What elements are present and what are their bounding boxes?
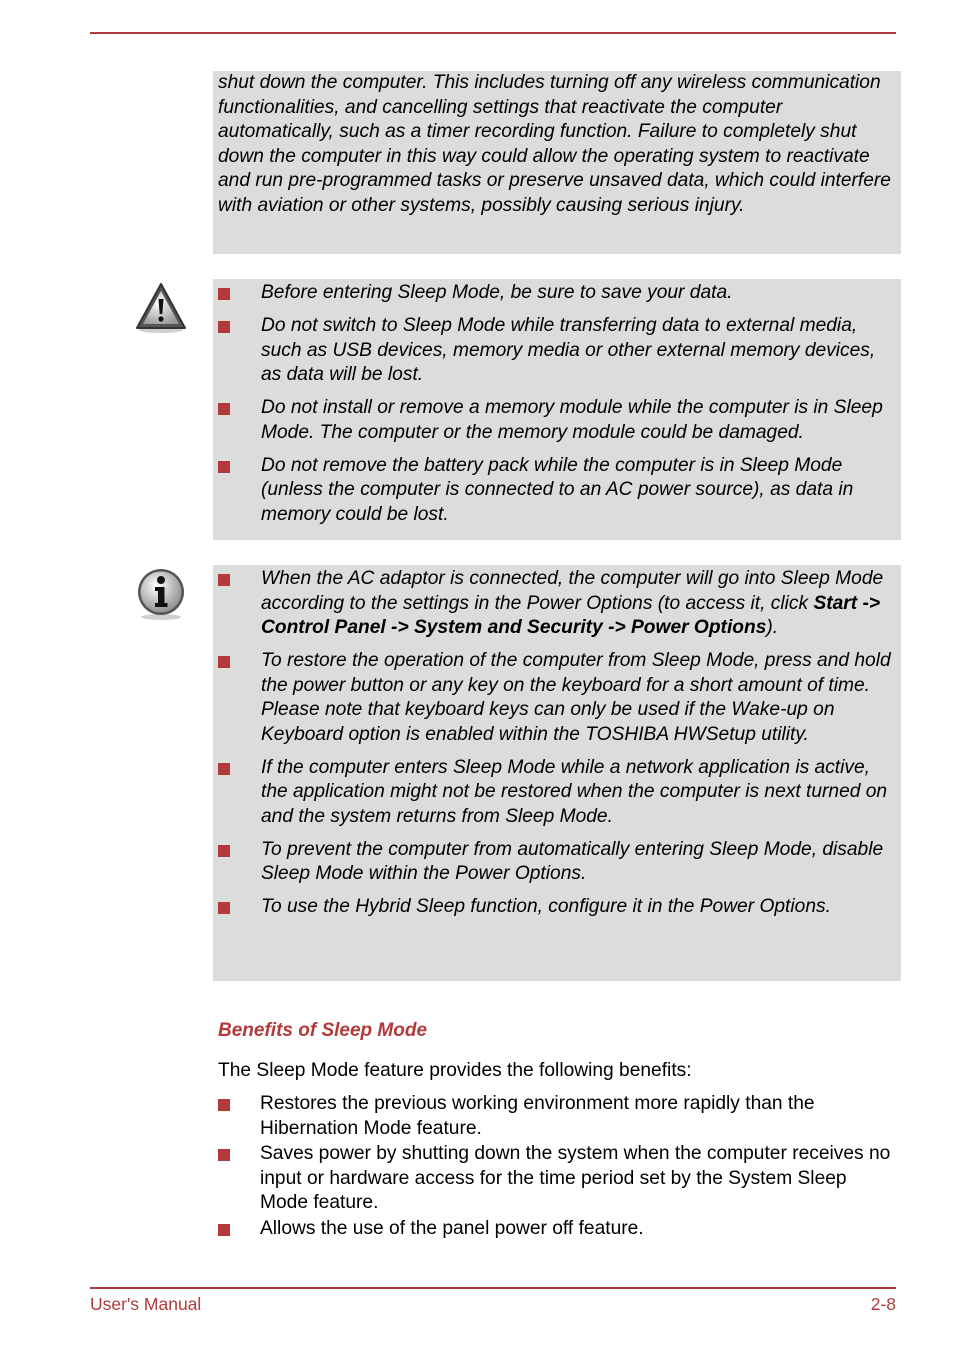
list-item: Restores the previous working environment more rapidly than the Hibernation Mode feature.	[213, 1092, 901, 1141]
bullet-square-icon	[218, 403, 230, 415]
bullet-square-icon	[218, 574, 230, 586]
info-icon	[134, 567, 188, 621]
footer-manual-title: User's Manual	[90, 1294, 202, 1314]
section-intro: The Sleep Mode feature provides the following benefits:	[218, 1060, 692, 1081]
warning-box	[213, 279, 901, 540]
list-item: Do not switch to Sleep Mode while transferring data to external media, such as USB devices, memory media or other external memory devices, as data will be lost.	[213, 314, 901, 388]
list-item: Allows the use of the panel power off feature.	[213, 1217, 901, 1242]
bullet-square-icon	[218, 656, 230, 668]
continued-note-box	[213, 71, 901, 254]
list-item: Saves power by shutting down the system when the computer receives no input or hardware access for the time period set by the System Sleep Mode feature.	[213, 1142, 901, 1216]
info-box	[213, 565, 901, 981]
list-item: If the computer enters Sleep Mode while a network application is active, the application might not be restored when the computer is next turned on and the system returns from Sleep Mode.	[213, 756, 901, 830]
page-number: 2-8	[870, 1294, 896, 1314]
list-item: To use the Hybrid Sleep function, configure it in the Power Options.	[213, 895, 901, 920]
section-heading: Benefits of Sleep Mode	[218, 1020, 428, 1041]
bullet-square-icon	[218, 845, 230, 857]
footer-rule	[90, 1287, 896, 1289]
list-item: Do not remove the battery pack while the computer is in Sleep Mode (unless the computer is connected to an AC power source), as data in memory could be lost.	[213, 454, 901, 528]
list-item: When the AC adaptor is connected, the computer will go into Sleep Mode according to the settings in the Power Options (to access it, click Start -> Control Panel -> System and Security -> Power Options).	[213, 567, 901, 641]
list-item: Before entering Sleep Mode, be sure to save your data.	[213, 281, 901, 306]
continued-note-text: shut down the computer. This includes turning off any wireless communication functionalities, and cancelling settings that reactivate the computer automatically, such as a timer recording function. Failure to completely shut down the computer in this way could allow the operating system to reactivate and run pre-programmed tasks or preserve unsaved data, which could interfere with aviation or other systems, possibly causing serious injury.	[218, 72, 891, 216]
list-item: To restore the operation of the computer from Sleep Mode, press and hold the power button or any key on the keyboard for a short amount of time. Please note that keyboard keys can only be used if the Wake-up on Keyboard option is enabled within the TOSHIBA HWSetup utility.	[213, 649, 901, 747]
header-rule	[90, 32, 896, 34]
bullet-square-icon	[218, 763, 230, 775]
warning-triangle-icon	[134, 281, 188, 335]
menu-path: Start -> Control Panel -> System and Security -> Power Options	[261, 592, 881, 638]
bullet-square-icon	[218, 321, 230, 333]
list-item: To prevent the computer from automatically entering Sleep Mode, disable Sleep Mode within the Power Options.	[213, 838, 901, 887]
list-item: Do not install or remove a memory module while the computer is in Sleep Mode. The computer or the memory module could be damaged.	[213, 396, 901, 445]
bullet-square-icon	[218, 1099, 230, 1111]
bullet-square-icon	[218, 1149, 230, 1161]
benefits-list	[213, 1092, 901, 1242]
bullet-square-icon	[218, 288, 230, 300]
bullet-square-icon	[218, 461, 230, 473]
bullet-square-icon	[218, 1224, 230, 1236]
bullet-square-icon	[218, 902, 230, 914]
